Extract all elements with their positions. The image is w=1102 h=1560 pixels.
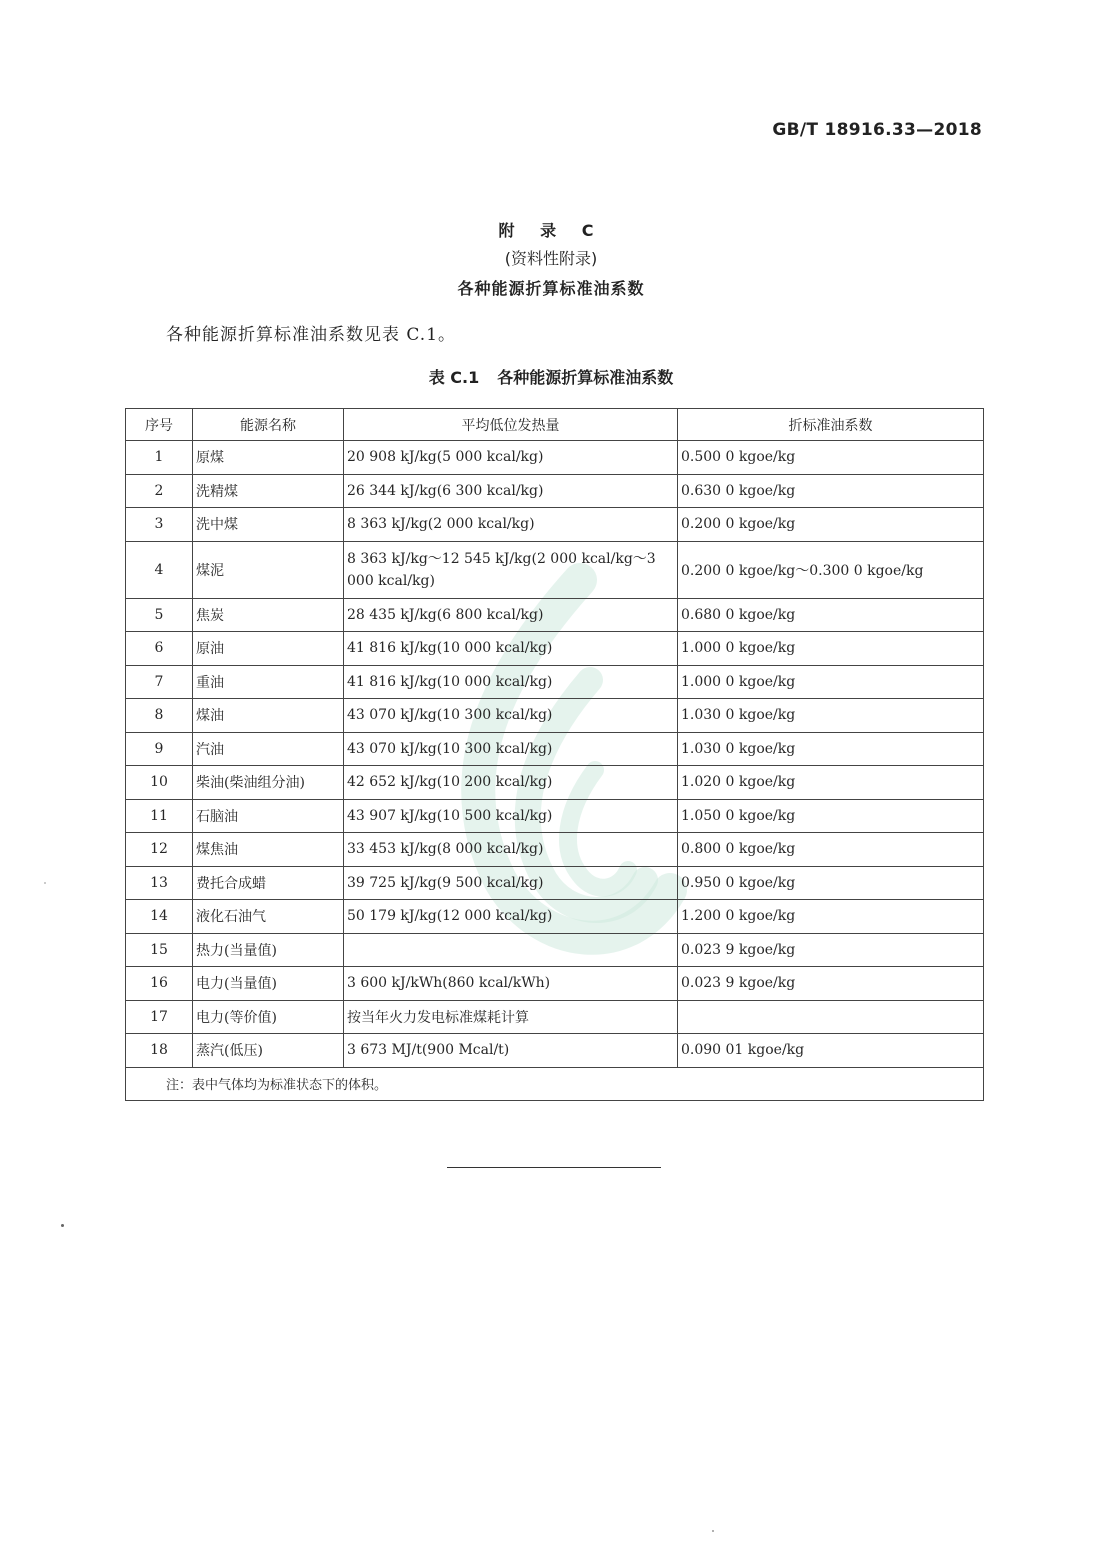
oil-coefficient: 1.000 0 kgoe/kg [678, 632, 984, 666]
energy-name: 蒸汽(低压) [193, 1034, 344, 1068]
energy-name: 洗中煤 [193, 508, 344, 542]
table-row [126, 967, 984, 1001]
oil-coefficient: 0.023 9 kgoe/kg [678, 933, 984, 967]
table-row [126, 900, 984, 934]
row-number: 14 [126, 900, 193, 934]
table-row [126, 632, 984, 666]
energy-name: 焦炭 [193, 598, 344, 632]
table-row [126, 866, 984, 900]
row-number: 16 [126, 967, 193, 1001]
table-caption-id: 表 C.1 [428, 368, 480, 387]
heat-value: 50 179 kJ/kg(12 000 kcal/kg) [344, 900, 678, 934]
table-row [126, 933, 984, 967]
energy-name: 原油 [193, 632, 344, 666]
row-number: 12 [126, 833, 193, 867]
row-number: 17 [126, 1000, 193, 1034]
column-header-coef: 折标准油系数 [678, 409, 984, 441]
table-header-row [126, 409, 984, 441]
scan-speck [61, 1224, 64, 1227]
energy-name: 煤油 [193, 699, 344, 733]
table-row [126, 541, 984, 598]
heat-value: 26 344 kJ/kg(6 300 kcal/kg) [344, 474, 678, 508]
row-number: 2 [126, 474, 193, 508]
table-row [126, 598, 984, 632]
scan-speck [712, 1530, 714, 1532]
oil-coefficient: 0.680 0 kgoe/kg [678, 598, 984, 632]
row-number: 8 [126, 699, 193, 733]
intro-paragraph: 各种能源折算标准油系数见表 C.1。 [166, 325, 457, 345]
appendix-title: 附 录 C [498, 221, 604, 240]
row-number: 10 [126, 766, 193, 800]
energy-name: 热力(当量值) [193, 933, 344, 967]
heat-value: 3 600 kJ/kWh(860 kcal/kWh) [344, 967, 678, 1001]
energy-name: 重油 [193, 665, 344, 699]
energy-name: 汽油 [193, 732, 344, 766]
oil-coefficient: 1.050 0 kgoe/kg [678, 799, 984, 833]
appendix-name: 各种能源折算标准油系数 [457, 279, 645, 298]
table-row [126, 665, 984, 699]
oil-coefficient: 0.090 01 kgoe/kg [678, 1034, 984, 1068]
table-note-row [126, 1067, 984, 1100]
heat-value: 33 453 kJ/kg(8 000 kcal/kg) [344, 833, 678, 867]
table-row [126, 699, 984, 733]
table-row [126, 766, 984, 800]
end-rule-divider [447, 1167, 661, 1168]
energy-name: 煤焦油 [193, 833, 344, 867]
heat-value: 28 435 kJ/kg(6 800 kcal/kg) [344, 598, 678, 632]
heat-value: 43 907 kJ/kg(10 500 kcal/kg) [344, 799, 678, 833]
table-caption [0, 365, 1102, 388]
table-row [126, 732, 984, 766]
heat-value: 43 070 kJ/kg(10 300 kcal/kg) [344, 732, 678, 766]
oil-coefficient: 0.200 0 kgoe/kg～0.300 0 kgoe/kg [678, 541, 984, 598]
table-row [126, 1034, 984, 1068]
row-number: 11 [126, 799, 193, 833]
heat-value: 41 816 kJ/kg(10 000 kcal/kg) [344, 632, 678, 666]
column-header-name: 能源名称 [193, 409, 344, 441]
energy-coefficient-table [125, 408, 984, 1101]
energy-name: 石脑油 [193, 799, 344, 833]
heat-value [344, 933, 678, 967]
table-note: 注：表中气体均为标准状态下的体积。 [126, 1067, 984, 1100]
energy-name: 电力(当量值) [193, 967, 344, 1001]
table-row [126, 441, 984, 475]
appendix-nature: (资料性附录) [504, 249, 598, 268]
oil-coefficient: 0.023 9 kgoe/kg [678, 967, 984, 1001]
heat-value: 20 908 kJ/kg(5 000 kcal/kg) [344, 441, 678, 475]
heat-value: 41 816 kJ/kg(10 000 kcal/kg) [344, 665, 678, 699]
standard-number: GB/T 18916.33—2018 [772, 120, 982, 140]
row-number: 5 [126, 598, 193, 632]
table-row [126, 833, 984, 867]
scan-speck [44, 882, 46, 884]
heat-value: 42 652 kJ/kg(10 200 kcal/kg) [344, 766, 678, 800]
heat-value: 3 673 MJ/t(900 Mcal/t) [344, 1034, 678, 1068]
row-number: 4 [126, 541, 193, 598]
heat-value: 43 070 kJ/kg(10 300 kcal/kg) [344, 699, 678, 733]
energy-name: 电力(等价值) [193, 1000, 344, 1034]
energy-name: 柴油(柴油组分油) [193, 766, 344, 800]
oil-coefficient: 1.030 0 kgoe/kg [678, 732, 984, 766]
heat-value: 39 725 kJ/kg(9 500 kcal/kg) [344, 866, 678, 900]
energy-name: 原煤 [193, 441, 344, 475]
oil-coefficient: 1.020 0 kgoe/kg [678, 766, 984, 800]
oil-coefficient: 1.030 0 kgoe/kg [678, 699, 984, 733]
oil-coefficient: 0.630 0 kgoe/kg [678, 474, 984, 508]
energy-name: 液化石油气 [193, 900, 344, 934]
row-number: 1 [126, 441, 193, 475]
row-number: 18 [126, 1034, 193, 1068]
row-number: 9 [126, 732, 193, 766]
oil-coefficient: 0.200 0 kgoe/kg [678, 508, 984, 542]
row-number: 7 [126, 665, 193, 699]
heat-value: 8 363 kJ/kg～12 545 kJ/kg(2 000 kcal/kg～3 000 kcal/kg) [344, 541, 678, 598]
row-number: 13 [126, 866, 193, 900]
table-row [126, 474, 984, 508]
table-row [126, 508, 984, 542]
oil-coefficient: 1.200 0 kgoe/kg [678, 900, 984, 934]
row-number: 6 [126, 632, 193, 666]
energy-name: 洗精煤 [193, 474, 344, 508]
row-number: 15 [126, 933, 193, 967]
row-number: 3 [126, 508, 193, 542]
oil-coefficient: 0.950 0 kgoe/kg [678, 866, 984, 900]
oil-coefficient [678, 1000, 984, 1034]
table-caption-title: 各种能源折算标准油系数 [497, 368, 674, 387]
table-row [126, 1000, 984, 1034]
table-row [126, 799, 984, 833]
heat-value: 8 363 kJ/kg(2 000 kcal/kg) [344, 508, 678, 542]
oil-coefficient: 0.500 0 kgoe/kg [678, 441, 984, 475]
heat-value: 按当年火力发电标准煤耗计算 [344, 1000, 678, 1034]
column-header-heat: 平均低位发热量 [344, 409, 678, 441]
oil-coefficient: 1.000 0 kgoe/kg [678, 665, 984, 699]
energy-name: 费托合成蜡 [193, 866, 344, 900]
energy-name: 煤泥 [193, 541, 344, 598]
column-header-no: 序号 [126, 409, 193, 441]
oil-coefficient: 0.800 0 kgoe/kg [678, 833, 984, 867]
